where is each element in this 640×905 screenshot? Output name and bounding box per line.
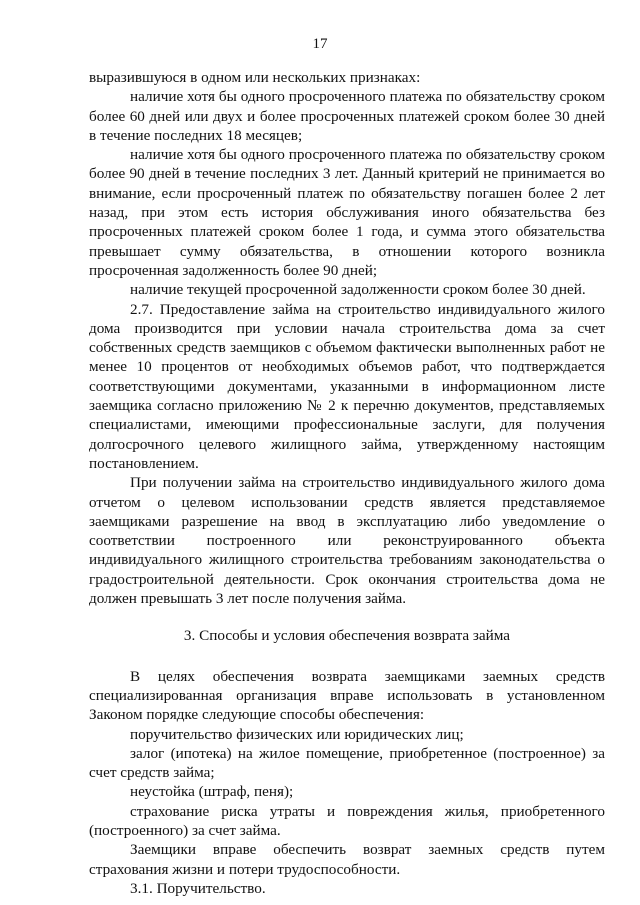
paragraphs-after: [89, 667, 605, 899]
clause-2-7: 2.7. Предоставление займа на строительство индивидуального жилого дома производится при условии начала строительства дома за счет собственных средств заемщиков с объемом фактически выполненных работ не менее 10 процентов от необходимых объемов работ, что подтверждается соответствующими документами, указанными в информационном листе заемщика согласно приложению № 2 к перечню документов, представляемых специалистами, имеющими профессиональные заслуги, для получения долгосрочного целевого жилищного займа, утвержденному настоящим постановлением.: [89, 300, 605, 472]
criterion-current-overdue: наличие текущей просроченной задолженности сроком более 30 дней.: [130, 281, 586, 299]
paragraph-continuation: выразившуюся в одном или нескольких признаках:: [89, 69, 421, 86]
clause-3-1: 3.1. Поручительство.: [130, 879, 266, 897]
method-mortgage: залог (ипотека) на жилое помещение, приобретенное (построенное) за счет средств займа;: [89, 744, 605, 782]
method-penalty: неустойка (штраф, пеня);: [130, 783, 294, 801]
security-methods-intro: В целях обеспечения возврата заемщиками заемных средств специализированная организация вправе использовать в установленном Законом порядке следующие способы обеспечения:: [89, 667, 605, 724]
criterion-60-days: наличие хотя бы одного просроченного платежа по обязательству сроком более 60 дней или двух и более просроченных платежей сроком более 30 дней в течение последних 18 месяцев;: [89, 88, 605, 144]
clause-2-7-report: При получении займа на строительство индивидуального жилого дома отчетом о целевом использовании средств является представляемое заемщиками разрешение на ввод в эксплуатацию либо уведомление о соответствии построенного или реконструированного объекта индивидуального жилищного строительства требованиям законодательства о градостроительной деятельности. Срок окончания строительства дома не должен превышать 3 лет после получения займа.: [89, 474, 605, 608]
method-insurance: страхование риска утраты и повреждения жилья, приобретенного (построенного) за счет займа.: [89, 802, 605, 839]
criterion-90-days: наличие хотя бы одного просроченного платежа по обязательству сроком более 90 дней в течение последних 3 лет. Данный критерий не принимается во внимание, если просроченный платеж по обязательству погашен более 2 лет назад, при этом есть история обслуживания иного обязательства без просроченных платежей сроком более 1 года, и сумма этого обязательства превышает сумму обязательства, в отношении которого возникла просроченная задолженность более 90 дней;: [89, 146, 605, 279]
life-insurance-note: Заемщики вправе обеспечить возврат заемных средств путем страхования жизни и потери трудоспособности.: [89, 841, 605, 878]
document-body: [89, 68, 605, 898]
page-number: 17: [312, 36, 328, 52]
section-heading: 3. Способы и условия обеспечения возврата займа: [183, 627, 511, 645]
method-guarantee: поручительство физических или юридических лиц;: [130, 725, 464, 743]
paragraphs-before: [89, 68, 605, 608]
